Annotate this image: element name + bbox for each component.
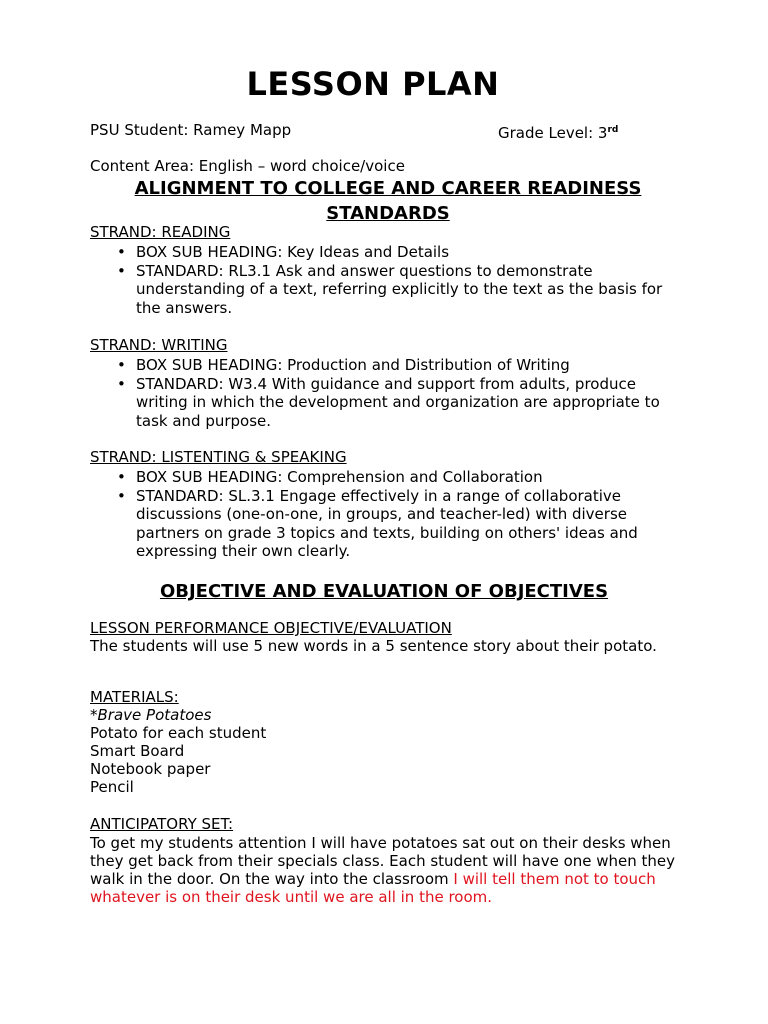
list-item: • BOX SUB HEADING: Comprehension and Collaboration xyxy=(90,468,690,487)
page-title: LESSON PLAN xyxy=(246,65,500,103)
list-item: • BOX SUB HEADING: Key Ideas and Details xyxy=(90,243,690,262)
list-item: Pencil xyxy=(90,778,134,796)
materials-label: MATERIALS: xyxy=(90,688,179,706)
grade-level-label: Grade Level: 3 xyxy=(498,124,608,142)
performance-label: LESSON PERFORMANCE OBJECTIVE/EVALUATION xyxy=(90,619,452,637)
strand-listening-bullets xyxy=(90,468,690,561)
performance-text: The students will use 5 new words in a 5 sentence story about their potato. xyxy=(90,637,657,655)
anticipatory-text xyxy=(90,834,680,906)
list-item: • STANDARD: RL3.1 Ask and answer questions to demonstrate understanding of a text, referring explicitly to the text as the basis for the answers. xyxy=(90,262,690,318)
alignment-heading: ALIGNMENT TO COLLEGE AND CAREER READINESS STANDARDS xyxy=(134,178,642,224)
anticipatory-label: ANTICIPATORY SET: xyxy=(90,815,234,833)
list-item: Notebook paper xyxy=(90,760,211,778)
strand-writing-title: STRAND: WRITING xyxy=(90,336,228,354)
objective-heading: OBJECTIVE AND EVALUATION OF OBJECTIVES xyxy=(159,581,609,602)
strand-writing-bullets xyxy=(90,356,690,430)
anticipatory-text-highlight: I will tell them not to touch whatever is on their desk until we are all in the room. xyxy=(90,870,656,906)
content-area: Content Area: English – word choice/voice xyxy=(90,157,405,175)
list-item: Smart Board xyxy=(90,742,185,760)
grade-level xyxy=(498,121,618,142)
list-item: *Brave Potatoes xyxy=(90,706,212,724)
materials-list xyxy=(90,706,680,796)
list-item: • BOX SUB HEADING: Production and Distribution of Writing xyxy=(90,356,690,375)
strand-reading-title: STRAND: READING xyxy=(90,223,231,241)
strand-listening-title: STRAND: LISTENTING & SPEAKING xyxy=(90,448,347,466)
anticipatory-text-main: To get my students attention I will have potatoes sat out on their desks when they get back from their specials class. Each student will have one when they walk in the door. On the way into the classroom xyxy=(90,834,676,888)
list-item: • STANDARD: SL.3.1 Engage effectively in a range of collaborative discussions (one-on-one, in groups, and teacher-led) with diverse partners on grade 3 topics and texts, building on others' ideas and expressing their own clearly. xyxy=(90,487,690,561)
strand-reading-bullets xyxy=(90,243,690,317)
grade-level-suffix: rd xyxy=(607,125,619,135)
list-item: Potato for each student xyxy=(90,724,267,742)
student-name: PSU Student: Ramey Mapp xyxy=(90,121,292,139)
list-item: • STANDARD: W3.4 With guidance and support from adults, produce writing in which the development and organization are appropriate to task and purpose. xyxy=(90,375,690,431)
